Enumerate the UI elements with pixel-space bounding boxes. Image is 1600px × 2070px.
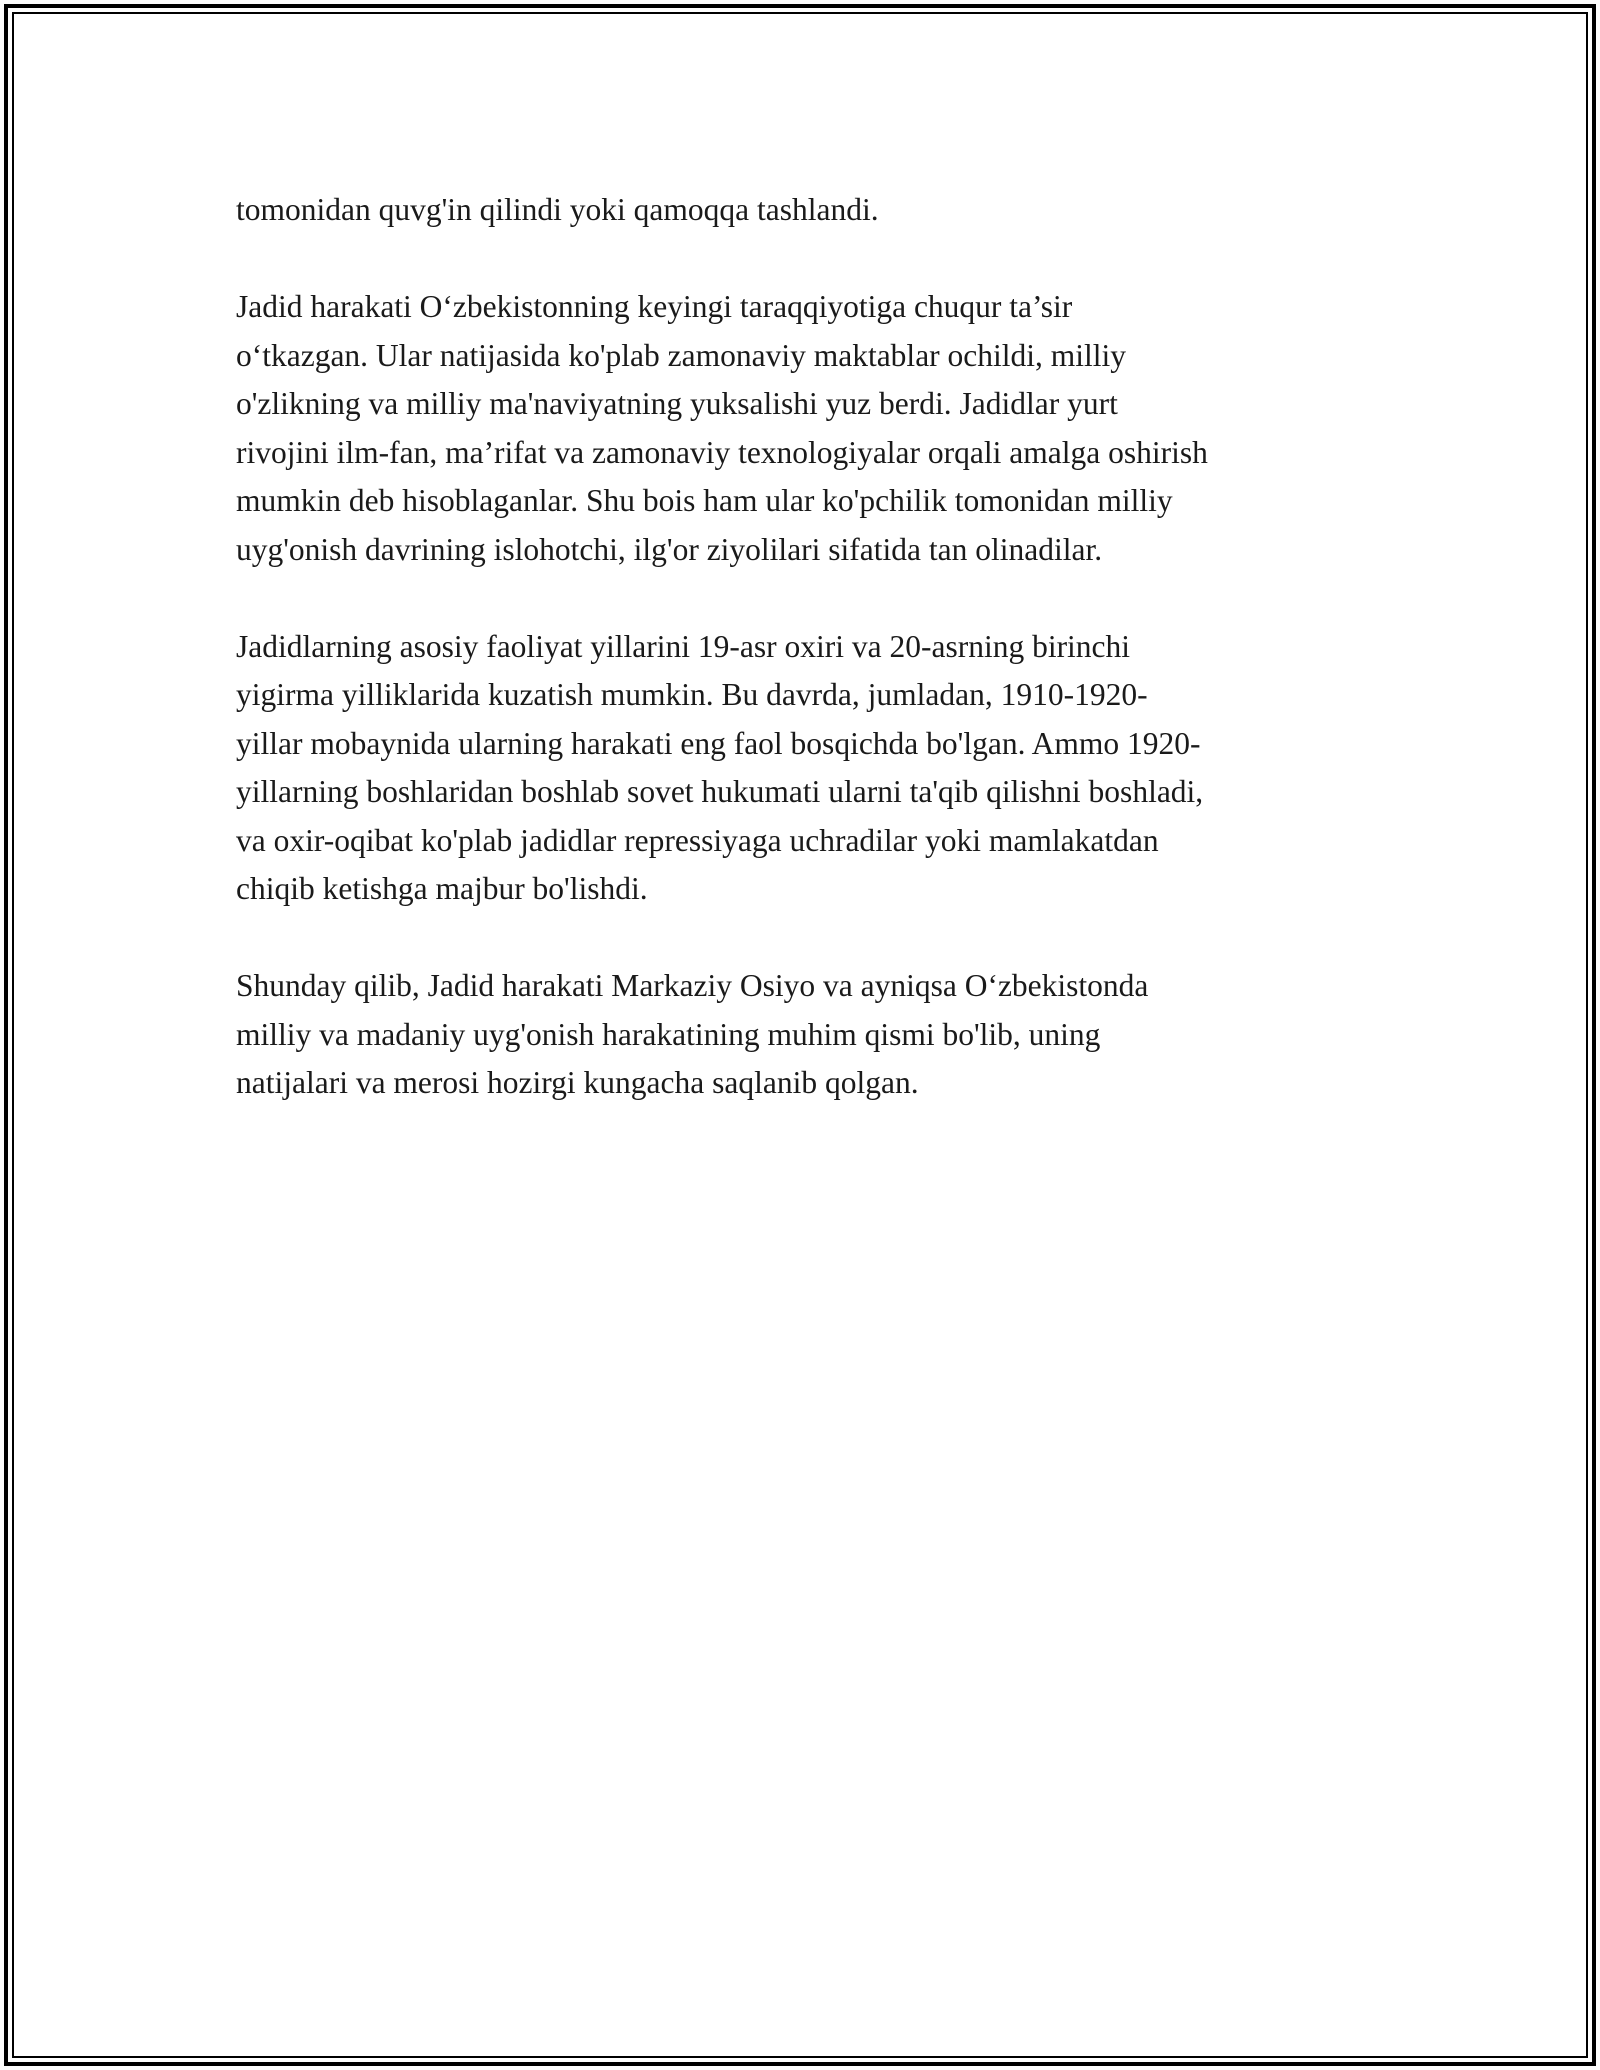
paragraph-history: Jadidlarning asosiy faoliyat yillarini 19-asr oxiri va 20-asrning birinchi yigirma yilliklarida kuzatish mumkin. Bu davrda, jumladan, 1910-1920- yillar mobaynida ularning harakati eng faol bosqichda bo'lgan. Ammo 1920- yillarning boshlaridan boshlab sovet hukumati ularni ta'qib qilishni boshladi, va oxir-oqibat ko'plab jadidlar repressiyaga uchradilar yoki mamlakatdan chiqib ketishga majbur bo'lishdi. [236,628,1204,906]
paragraph-continuation: tomonidan quvg'in qilindi yoki qamoqqa tashlandi. [236,192,879,227]
paragraph-impact: Jadid harakati O‘zbekistonning keyingi taraqqiyotiga chuqur ta’sir o‘tkazgan. Ular natijasida ko'plab zamonaviy maktablar ochildi, milliy o'zlikning va milliy ma'naviyatning yuksalishi yuz berdi. Jadidlar yurt rivojini ilm-fan, ma’rifat va zamonaviy texnologiyalar orqali amalga oshirish mumkin deb hisoblaganlar. Shu bois ham ular ko'pchilik tomonidan milliy uyg'onish davrining islohotchi, ilg'or ziyolilari sifatida tan olinadilar. [236,289,1208,567]
paragraph-conclusion: Shunday qilib, Jadid harakati Markaziy Osiyo va ayniqsa O‘zbekistonda milliy va madaniy uyg'onish harakatining muhim qismi bo'lib, uning natijalari va merosi hozirgi kungacha saqlanib qolgan. [236,968,1149,1100]
document-body [236,186,1386,1156]
